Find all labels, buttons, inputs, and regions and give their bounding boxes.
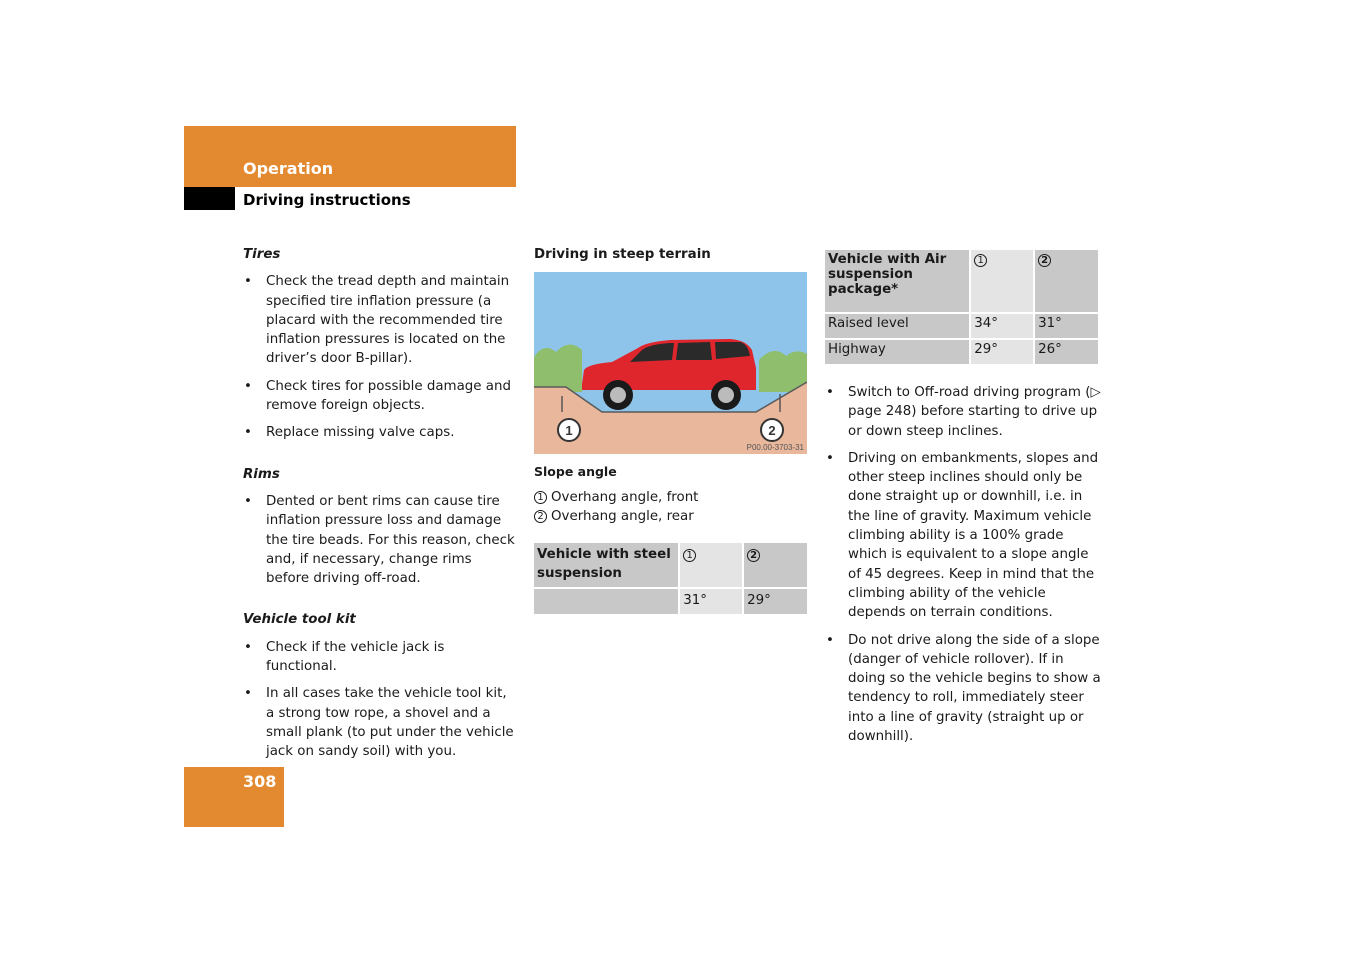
list-item: • Switch to Off-road driving program (▷ page 248) before starting to drive up or down steep inclines. xyxy=(825,383,1105,441)
table-header-col1 xyxy=(678,543,742,587)
tool-kit-list xyxy=(243,638,518,762)
list-item: • Check the tread depth and maintain specified tire inflation pressure (a placard with the recommended tire inflation pressures is located on the driver’s door B-pillar). xyxy=(243,272,518,368)
legend-text: Overhang angle, rear xyxy=(551,508,694,524)
circled-number: 1 xyxy=(534,491,547,504)
list-item: • Dented or bent rims can cause tire inflation pressure loss and damage the tire beads. For this reason, check and, if necessary, change rims before driving off-road. xyxy=(243,492,518,588)
table-cell: Highway xyxy=(825,338,969,364)
air-suspension-table xyxy=(825,250,1098,364)
list-item: • Do not drive along the side of a slope (danger of vehicle rollover). If in doing so the vehicle begins to show a tendency to roll, immediately steer into a line of gravity (straight up or downhill). xyxy=(825,631,1105,747)
tires-list xyxy=(243,272,518,442)
table-header: Vehicle with Air suspension package* xyxy=(825,250,969,312)
rims-list xyxy=(243,492,518,588)
marker-2-label: 2 xyxy=(768,423,776,439)
table-cell xyxy=(534,587,678,614)
column-right xyxy=(825,383,1105,754)
header-marker xyxy=(184,187,235,210)
slope-angle-figure xyxy=(534,272,807,454)
table-cell: 29° xyxy=(742,587,807,614)
table-header-col2 xyxy=(1033,250,1098,312)
table-header-col2 xyxy=(742,543,807,587)
column-left xyxy=(243,245,518,770)
figure-code: P00.00-3703-31 xyxy=(746,443,804,453)
table-cell: 31° xyxy=(1033,312,1098,338)
steel-suspension-table xyxy=(534,543,807,614)
tool-kit-heading: Vehicle tool kit xyxy=(243,612,356,628)
figure-legend xyxy=(534,488,809,527)
legend-text: Overhang angle, front xyxy=(551,489,699,505)
page-number: 308 xyxy=(243,772,277,791)
circled-number: 1 xyxy=(683,549,696,562)
column-middle xyxy=(534,245,809,614)
circled-number: 2 xyxy=(534,510,547,523)
tree-left xyxy=(534,345,582,393)
table-cell: 29° xyxy=(969,338,1033,364)
figure-caption: Slope angle xyxy=(534,464,617,480)
steep-terrain-heading: Driving in steep terrain xyxy=(534,247,711,262)
advice-list xyxy=(825,383,1105,746)
list-item: • Check if the vehicle jack is functional. xyxy=(243,638,518,677)
table-row xyxy=(825,312,1098,338)
list-item: • Check tires for possible damage and remove foreign objects. xyxy=(243,377,518,416)
circled-number: 2 xyxy=(747,549,760,562)
list-item: • In all cases take the vehicle tool kit, a strong tow rope, a shovel and a small plank (to put under the vehicle jack on sandy soil) with you. xyxy=(243,684,518,761)
header-band xyxy=(184,126,516,187)
circled-number: 1 xyxy=(974,254,987,267)
tires-heading: Tires xyxy=(243,247,281,262)
chapter-title: Driving instructions xyxy=(243,191,411,209)
circled-number: 2 xyxy=(1038,254,1051,267)
table-cell: 31° xyxy=(678,587,742,614)
legend-item xyxy=(534,507,809,526)
table-row xyxy=(825,338,1098,364)
table-cell: 34° xyxy=(969,312,1033,338)
list-item: • Replace missing valve caps. xyxy=(243,423,518,442)
table-cell: 26° xyxy=(1033,338,1098,364)
marker-1-label: 1 xyxy=(565,423,573,439)
rims-heading: Rims xyxy=(243,466,280,482)
table-header: Vehicle with steel suspension xyxy=(534,543,678,587)
table-cell: Raised level xyxy=(825,312,969,338)
table-header-col1 xyxy=(969,250,1033,312)
list-item: • Driving on embankments, slopes and other steep inclines should only be done straight up or downhill, i.e. in the line of gravity. Maximum vehicle climbing ability is a 100% grade which is equivalent to a slope angle of 45 degrees. Keep in mind that the climbing ability of the vehicle depends on terrain conditions. xyxy=(825,449,1105,623)
section-title: Operation xyxy=(243,159,334,178)
legend-item xyxy=(534,488,809,507)
